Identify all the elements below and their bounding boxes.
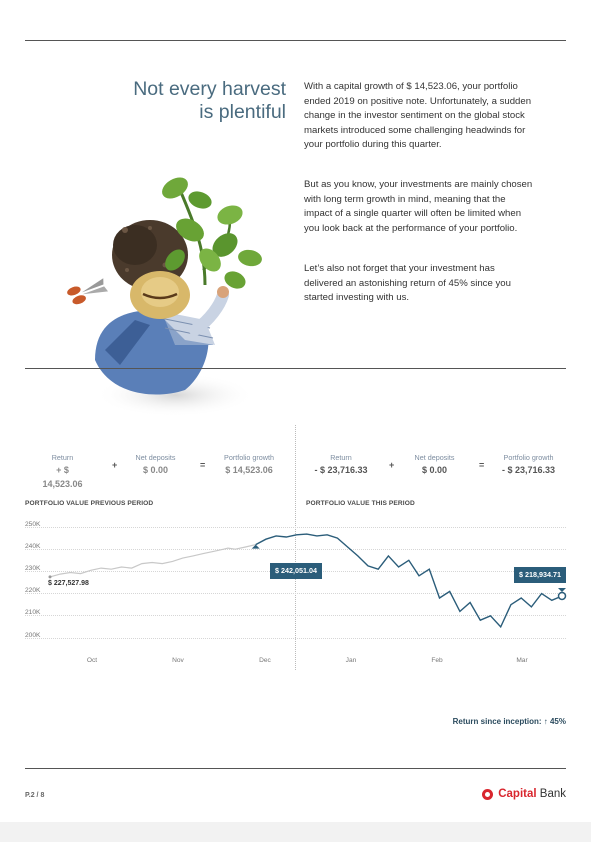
brand-name: [498, 788, 566, 800]
section-title-previous: PORTFOLIO VALUE PREVIOUS PERIOD: [25, 500, 154, 507]
brand-name-bold: Capital: [498, 788, 537, 800]
stat-label: Net deposits: [135, 453, 176, 462]
brand-logo: [482, 788, 566, 800]
stat-label: Return: [51, 453, 74, 462]
end-point: [559, 592, 566, 599]
section-title-current: PORTFOLIO VALUE THIS PERIOD: [306, 500, 415, 507]
plus-operator: +: [389, 460, 395, 470]
stat-label: Portfolio growth: [503, 453, 554, 462]
x-tick-label: Oct: [86, 657, 98, 664]
mid-value-callout: $ 242,051.04: [270, 563, 322, 579]
x-tick-label: Feb: [431, 657, 443, 664]
y-tick-label: 230K: [25, 565, 41, 572]
y-tick-label: 220K: [25, 587, 41, 594]
end-callout-pointer: [558, 588, 566, 592]
stat-value: $ 0.00: [142, 465, 169, 475]
stat-value: - $ 23,716.33: [501, 465, 556, 475]
stat-value: $ 0.00: [421, 465, 448, 475]
end-value-callout: $ 218,934.71: [514, 567, 566, 583]
return-since-inception: Return since inception: ↑ 45%: [452, 717, 566, 726]
stat-label: Portfolio growth: [224, 453, 274, 462]
page-number: P.2 / 8: [25, 792, 45, 799]
brand-name-regular: Bank: [536, 788, 566, 800]
title-line-1: Not every harvest: [133, 78, 286, 100]
equals-operator: =: [479, 460, 485, 470]
bottom-divider: [25, 768, 566, 769]
x-tick-label: Mar: [516, 657, 528, 664]
start-value-label: $ 227,527.98: [48, 580, 89, 587]
title-line-2: is plentiful: [199, 101, 286, 123]
stat-label: Return: [330, 453, 352, 462]
capital-bank-logo-icon: [482, 789, 493, 800]
x-tick-label: Nov: [172, 657, 184, 664]
x-tick-label: Jan: [345, 657, 357, 664]
y-tick-label: 210K: [25, 609, 41, 616]
plus-operator: +: [112, 460, 118, 470]
stat-value: $ 14,523.06: [225, 465, 273, 475]
series-line-previous: [50, 545, 256, 577]
equals-operator: =: [200, 460, 206, 470]
paragraph-3: Let’s also not forget that your investment has delivered an astonishing return of 45% since you started investing with us.: [304, 263, 511, 304]
x-tick-label: Dec: [259, 657, 271, 664]
paragraph-1: With a capital growth of $ 14,523.06, your portfolio ended 2019 on positive note. Unfortunately, a sudden change in the investor sentiment on the global stock markets introduced some challenging headwinds for your portfolio during this quarter.: [304, 81, 532, 151]
y-tick-label: 240K: [25, 543, 41, 550]
y-tick-label: 200K: [25, 632, 41, 639]
start-point: [49, 575, 52, 578]
stat-value: - $ 23,716.33: [314, 465, 368, 475]
stat-value: + $ 14,523.06: [42, 465, 83, 489]
stat-label: Net deposits: [414, 453, 455, 462]
paragraph-2: But as you know, your investments are mainly chosen with long term growth in mind, meaning that the impact of a single quarter will often be limited when you look back at the performance of your portfolio.: [304, 179, 533, 234]
footer-band: [0, 822, 591, 842]
y-tick-label: 250K: [25, 521, 41, 528]
